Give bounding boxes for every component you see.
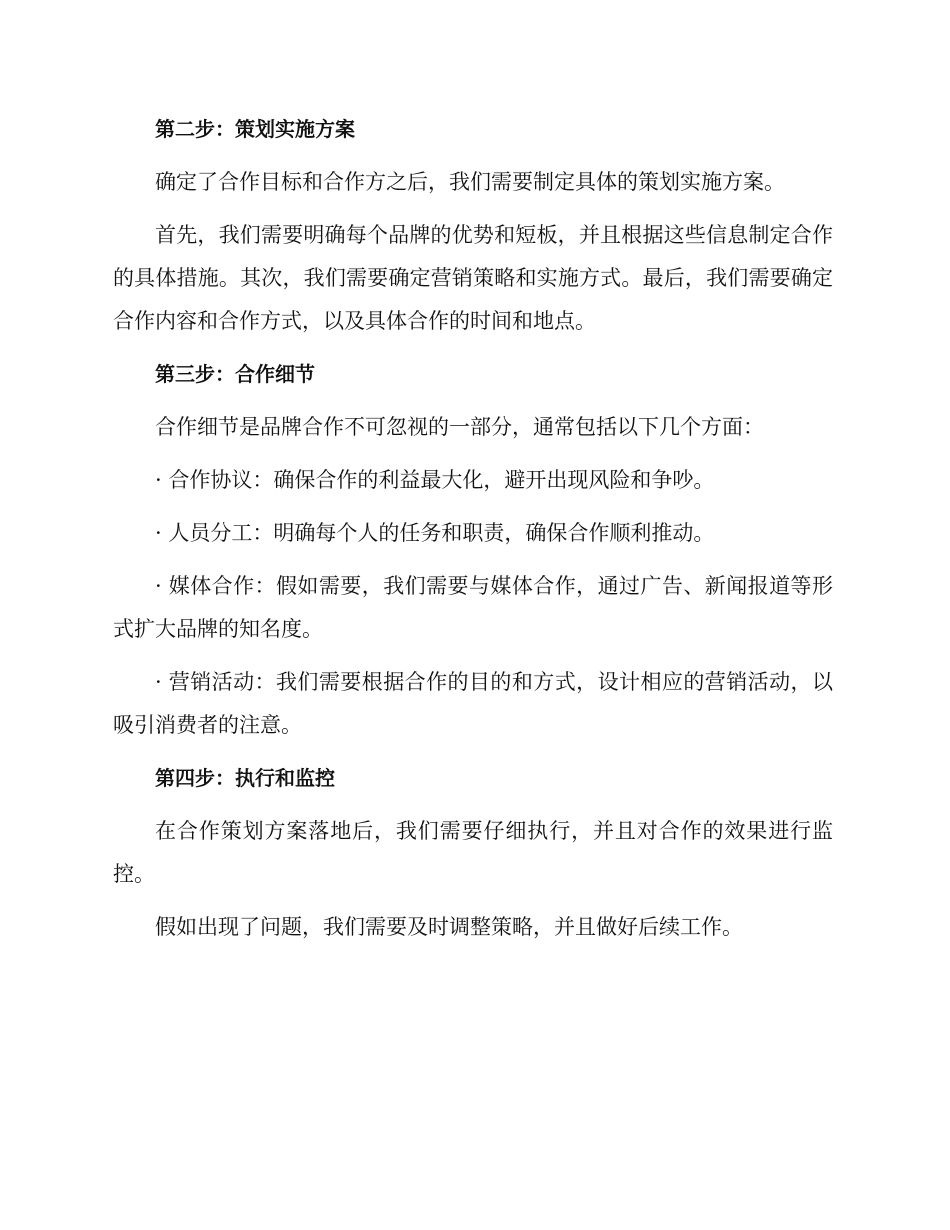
list-item: · 营销活动：我们需要根据合作的目的和方式，设计相应的营销活动，以吸引消费者的注意。 [113, 670, 833, 737]
list-item: · 合作协议：确保合作的利益最大化，避开出现风险和争吵。 [155, 468, 715, 492]
section-heading-step3: 第三步：合作细节 [155, 362, 315, 386]
paragraph: 确定了合作目标和合作方之后，我们需要制定具体的策划实施方案。 [155, 170, 785, 194]
section-heading-step2: 第二步：策划实施方案 [155, 117, 355, 141]
paragraph: 假如出现了问题，我们需要及时调整策略，并且做好后续工作。 [155, 915, 743, 939]
section-heading-step4: 第四步：执行和监控 [155, 766, 335, 790]
list-item: · 人员分工：明确每个人的任务和职责，确保合作顺利推动。 [155, 521, 715, 545]
list-item: · 媒体合作：假如需要，我们需要与媒体合作，通过广告、新闻报道等形式扩大品牌的知名度。 [113, 574, 833, 641]
document-page [113, 108, 833, 949]
paragraph: 合作细节是品牌合作不可忽视的一部分，通常包括以下几个方面： [155, 415, 764, 439]
paragraph: 首先，我们需要明确每个品牌的优势和短板，并且根据这些信息制定合作的具体措施。其次，我们需要确定营销策略和实施方式。最后，我们需要确定合作内容和合作方式，以及具体合作的时间和地点。 [113, 223, 833, 333]
paragraph: 在合作策划方案落地后，我们需要仔细执行，并且对合作的效果进行监控。 [113, 819, 833, 886]
